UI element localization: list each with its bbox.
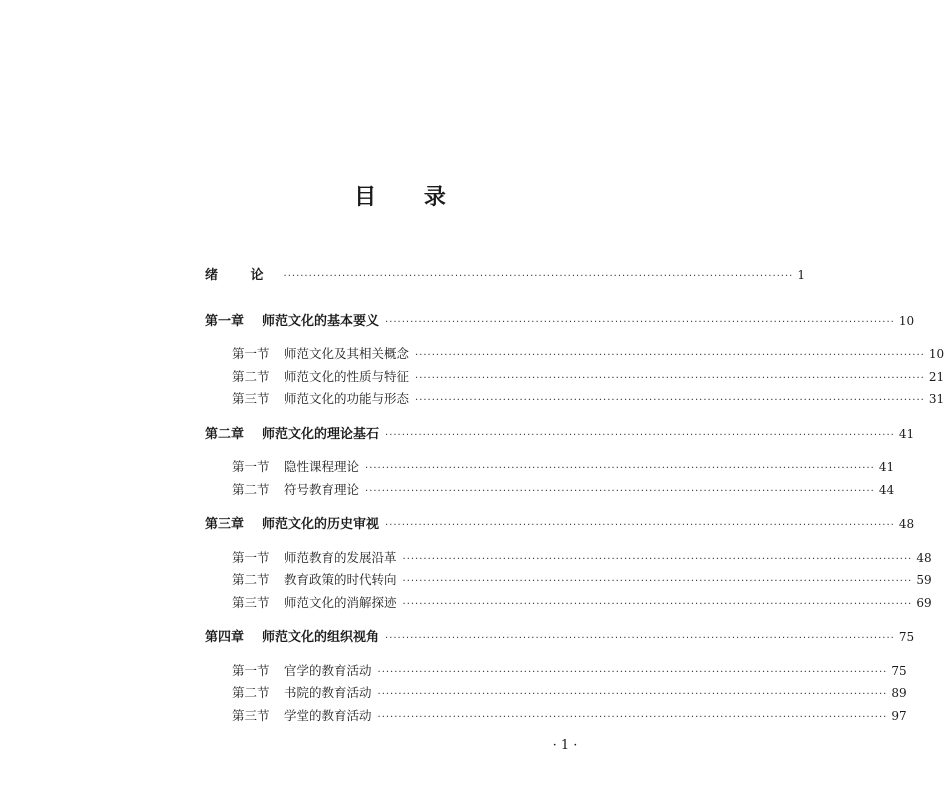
toc-chapter-1[interactable] (205, 313, 915, 331)
section-page: 97 (891, 709, 907, 723)
toc-chapter-4[interactable] (205, 629, 915, 647)
section-page: 69 (916, 596, 932, 610)
chapter-page: 41 (898, 427, 915, 441)
chapter-number: 第三章 (205, 517, 245, 532)
section-title: 学堂的教育活动 (284, 708, 372, 723)
dot-leader: ·························································································································· (415, 395, 925, 406)
page-number: · 1 · (552, 738, 578, 753)
section-number: 第二节 (232, 685, 270, 700)
section-number: 第三节 (232, 391, 270, 406)
dot-leader: ·························································································································· (385, 317, 895, 328)
dot-leader: ·························································································································· (415, 350, 925, 361)
toc-section-4-2[interactable] (232, 685, 907, 703)
toc-section-3-3[interactable] (232, 595, 932, 613)
dot-leader: ·························································································································· (365, 463, 875, 474)
section-title: 师范文化及其相关概念 (284, 346, 410, 361)
section-title: 符号教育理论 (284, 482, 360, 497)
section-page: 21 (928, 370, 944, 384)
dot-leader: ·························································································································· (415, 373, 925, 384)
section-page: 48 (916, 551, 932, 565)
toc-section-2-2[interactable] (232, 482, 895, 500)
section-title: 官学的教育活动 (284, 663, 372, 678)
section-number: 第一节 (232, 550, 270, 565)
chapter-page: 48 (898, 517, 915, 531)
chapter-number: 第二章 (205, 427, 245, 442)
dot-leader: ·························································································································· (377, 667, 888, 678)
toc-chapter-3[interactable] (205, 516, 915, 534)
chapter-title: 师范文化的理论基石 (262, 427, 380, 442)
dot-leader: ·························································································································· (377, 712, 888, 723)
dot-leader: ·························································································································· (385, 430, 895, 441)
toc-section-3-2[interactable] (232, 572, 932, 590)
page-title: 目 录 (354, 185, 466, 210)
toc-entry-intro[interactable] (205, 267, 805, 285)
dot-leader: ·························································································································· (402, 554, 913, 565)
chapter-page: 75 (898, 630, 915, 644)
toc-section-1-1[interactable] (232, 346, 944, 364)
section-number: 第二节 (232, 482, 270, 497)
section-page: 31 (928, 392, 944, 406)
section-title: 师范文化的性质与特征 (284, 369, 410, 384)
chapter-number: 第四章 (205, 630, 245, 645)
section-page: 10 (928, 347, 944, 361)
chapter-number: 第一章 (205, 314, 245, 329)
section-title: 教育政策的时代转向 (284, 572, 397, 587)
section-number: 第一节 (232, 663, 270, 678)
toc-entry-name: 绪 论 (205, 268, 278, 283)
section-number: 第二节 (232, 369, 270, 384)
section-page: 75 (891, 664, 907, 678)
chapter-title: 师范文化的历史审视 (262, 517, 380, 532)
section-number: 第一节 (232, 346, 270, 361)
chapter-page: 10 (898, 314, 915, 328)
section-number: 第三节 (232, 595, 270, 610)
dot-leader: ·························································································································· (365, 486, 875, 497)
toc-section-2-1[interactable] (232, 459, 895, 477)
dot-leader: ·························································································································· (385, 633, 895, 644)
toc-section-4-3[interactable] (232, 708, 907, 726)
section-number: 第一节 (232, 459, 270, 474)
toc-section-4-1[interactable] (232, 663, 907, 681)
toc-chapter-2[interactable] (205, 426, 915, 444)
dot-leader: ·························································································································· (385, 520, 895, 531)
toc-entry-page: 1 (797, 268, 805, 282)
section-page: 59 (916, 573, 932, 587)
section-title: 书院的教育活动 (284, 685, 372, 700)
toc-section-1-2[interactable] (232, 369, 944, 387)
section-title: 师范文化的消解探迹 (284, 595, 397, 610)
section-page: 44 (878, 483, 895, 497)
dot-leader: ·························································································································· (402, 599, 913, 610)
section-number: 第三节 (232, 708, 270, 723)
dot-leader: ·························································································································· (283, 271, 794, 282)
section-number: 第二节 (232, 572, 270, 587)
section-page: 89 (891, 686, 907, 700)
section-page: 41 (878, 460, 895, 474)
section-title: 师范文化的功能与形态 (284, 391, 410, 406)
section-title: 隐性课程理论 (284, 459, 360, 474)
chapter-title: 师范文化的组织视角 (262, 630, 380, 645)
section-title: 师范教育的发展沿革 (284, 550, 397, 565)
toc-section-3-1[interactable] (232, 550, 932, 568)
dot-leader: ·························································································································· (402, 576, 913, 587)
toc-section-1-3[interactable] (232, 391, 944, 409)
chapter-title: 师范文化的基本要义 (262, 314, 380, 329)
dot-leader: ·························································································································· (377, 689, 888, 700)
